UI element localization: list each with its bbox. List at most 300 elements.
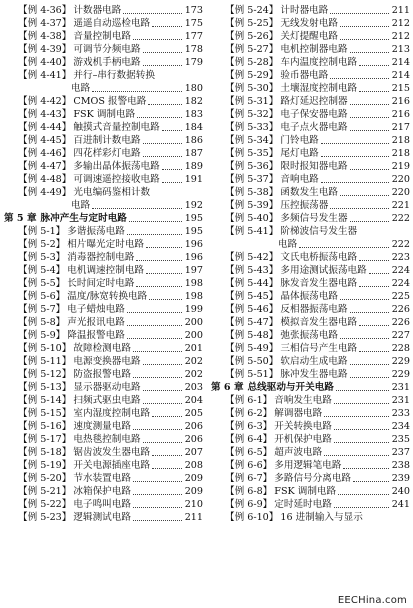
- toc-entry: [211, 407, 410, 420]
- dot-leader: [324, 455, 389, 456]
- chapter-title: 总线驱动与开关电路: [247, 382, 334, 393]
- entry-title: 限时报知器电路: [280, 161, 348, 172]
- entry-title: 多频信号发生器: [280, 213, 348, 224]
- page-number: 211: [184, 512, 203, 523]
- dot-leader: [149, 299, 182, 300]
- entry-title: 函数发生电路: [280, 187, 338, 198]
- dot-leader: [146, 247, 182, 248]
- example-tag: 【例 5-34】: [225, 135, 279, 146]
- entry-title: 计时器电路: [280, 5, 329, 16]
- page-number: 222: [391, 239, 410, 250]
- dot-leader: [350, 312, 389, 313]
- dot-leader: [350, 130, 389, 131]
- example-tag: 【例 5-40】: [225, 213, 279, 224]
- entry-title: 音响电路: [280, 174, 319, 185]
- example-tag: 【例 4-46】: [18, 148, 72, 159]
- dot-leader: [330, 78, 389, 79]
- entry-title: 防盗报警电路: [73, 369, 131, 380]
- example-tag: 【例 4-38】: [18, 31, 72, 42]
- dot-leader: [143, 52, 182, 53]
- page-number: 218: [391, 148, 410, 159]
- entry-title: 温度/脉宽转换电路: [67, 291, 148, 302]
- entry-title: 速度测量电路: [73, 421, 131, 432]
- dot-leader: [133, 494, 182, 495]
- example-tag: 【例 5-19】: [18, 460, 72, 471]
- entry-title: 电路: [71, 83, 91, 94]
- chapter-heading: [4, 212, 203, 225]
- example-tag: 【例 5-23】: [18, 512, 72, 523]
- toc-entry: [211, 277, 410, 290]
- page-number: 221: [391, 200, 410, 211]
- dot-leader: [143, 143, 182, 144]
- page-number: 202: [184, 356, 203, 367]
- toc-entry: [211, 43, 410, 56]
- dot-leader: [343, 468, 389, 469]
- entry-title: 晶体振荡电路: [280, 291, 338, 302]
- example-tag: 【例 6-10】: [225, 512, 279, 523]
- page-number: 196: [184, 239, 203, 250]
- entry-title: 关灯提醒电路: [280, 31, 338, 42]
- toc-entry: [211, 303, 410, 316]
- dot-leader: [127, 312, 182, 313]
- example-tag: 【例 4-41】: [18, 70, 72, 81]
- entry-title: 相片曝光定时电路: [67, 239, 145, 250]
- entry-title: 扫频式驱虫电路: [73, 395, 141, 406]
- dot-leader: [334, 507, 389, 508]
- entry-title: 可调节分频电路: [73, 44, 141, 55]
- entry-title: 并行–串行数据转换: [73, 70, 155, 81]
- page-number: 200: [184, 317, 203, 328]
- page-number: 238: [391, 460, 410, 471]
- dot-leader: [143, 390, 182, 391]
- page-number: 228: [391, 343, 410, 354]
- entry-title: 电源变换器电路: [73, 356, 141, 367]
- example-tag: 【例 6-5】: [225, 447, 273, 458]
- page-number: 226: [391, 317, 410, 328]
- page-number: 206: [184, 434, 203, 445]
- toc-entry: [211, 316, 410, 329]
- entry-title: FSK 调制电路: [274, 486, 337, 497]
- page-number: 210: [184, 499, 203, 510]
- toc-entry: [4, 251, 203, 264]
- entry-title: 降温报警电路: [67, 330, 125, 341]
- entry-title: 长时间定时电路: [67, 278, 135, 289]
- entry-title: 阶梯波信号发生器: [280, 226, 358, 237]
- toc-entry: [211, 394, 410, 407]
- example-tag: 【例 5-44】: [225, 278, 279, 289]
- dot-leader: [143, 364, 182, 365]
- page-number: 235: [391, 434, 410, 445]
- page-number: 198: [184, 291, 203, 302]
- entry-title: 冰箱保护电路: [73, 486, 131, 497]
- entry-title: 土壤湿度控制电路: [280, 83, 358, 94]
- page-number: 207: [184, 447, 203, 458]
- page-number: 189: [184, 161, 203, 172]
- entry-title: 百进制计数电路: [73, 135, 141, 146]
- page-number: 216: [391, 109, 410, 120]
- dot-leader: [321, 182, 389, 183]
- page-number: 231: [391, 382, 410, 393]
- entry-title: 多输出晶体振荡电路: [73, 161, 160, 172]
- example-tag: 【例 6-9】: [225, 499, 273, 510]
- toc-entry: [4, 238, 203, 251]
- dot-leader: [137, 117, 182, 118]
- page-number: 196: [184, 252, 203, 263]
- example-tag: 【例 5-51】: [225, 369, 279, 380]
- entry-title: 多用途测试振荡电路: [280, 265, 367, 276]
- example-tag: 【例 5-3】: [18, 252, 66, 263]
- dot-leader: [129, 221, 182, 222]
- toc-entry: [211, 238, 410, 251]
- page-number: 205: [184, 408, 203, 419]
- entry-title: 电子保安器电路: [280, 109, 348, 120]
- toc-entry: [4, 511, 203, 524]
- example-tag: 【例 5-47】: [225, 317, 279, 328]
- dot-leader: [146, 273, 182, 274]
- toc-entry: [211, 212, 410, 225]
- example-tag: 【例 5-38】: [225, 187, 279, 198]
- page-number: 173: [184, 5, 203, 16]
- toc-entry: [4, 147, 203, 160]
- entry-title: 遥遥自动巡检电路: [73, 18, 151, 29]
- page-number: 220: [391, 174, 410, 185]
- entry-title: 16 进制输入与显示: [280, 512, 363, 523]
- entry-title: 声光报讯电路: [67, 317, 125, 328]
- toc-entry: [211, 264, 410, 277]
- example-tag: 【例 4-48】: [18, 174, 72, 185]
- dot-leader: [350, 364, 389, 365]
- example-tag: 【例 5-4】: [18, 265, 66, 276]
- toc-entry: [211, 186, 410, 199]
- dot-leader: [330, 13, 389, 14]
- toc-entry: [211, 459, 410, 472]
- entry-title: 显示器驱动电路: [73, 382, 141, 393]
- page-number: 226: [391, 304, 410, 315]
- page-number: 208: [184, 460, 203, 471]
- toc-left-column: [4, 4, 203, 524]
- toc-entry: [211, 472, 410, 485]
- page-number: 179: [184, 57, 203, 68]
- page-number: 177: [184, 31, 203, 42]
- toc-entry: [211, 355, 410, 368]
- toc-entry: [4, 95, 203, 108]
- entry-title: 验币器电路: [280, 70, 329, 81]
- dot-leader: [369, 273, 389, 274]
- example-tag: 【例 5-46】: [225, 304, 279, 315]
- toc-entry: [211, 199, 410, 212]
- page-number: 195: [184, 226, 203, 237]
- toc-entry: [4, 108, 203, 121]
- dot-leader: [350, 52, 389, 53]
- entry-title: CMOS 报警电路: [73, 96, 147, 107]
- example-tag: 【例 4-36】: [18, 5, 72, 16]
- entry-title: 反相器振荡电路: [280, 304, 348, 315]
- example-tag: 【例 4-44】: [18, 122, 72, 133]
- example-tag: 【例 5-43】: [225, 265, 279, 276]
- dot-leader: [143, 403, 182, 404]
- dot-leader: [152, 416, 182, 417]
- chapter-title: 脉冲产生与定时电路: [40, 213, 127, 224]
- dot-leader: [127, 325, 182, 326]
- toc-entry: [4, 420, 203, 433]
- page-number: 212: [391, 18, 410, 29]
- toc-entry: [4, 121, 203, 134]
- toc-entry: [4, 316, 203, 329]
- example-tag: 【例 6-4】: [225, 434, 273, 445]
- page-number: 234: [391, 421, 410, 432]
- example-tag: 【例 6-7】: [225, 473, 273, 484]
- toc-entry: [4, 368, 203, 381]
- page-number: 191: [184, 174, 203, 185]
- toc-entry: [211, 173, 410, 186]
- chapter-heading: [211, 381, 410, 394]
- toc-entry: [211, 69, 410, 82]
- example-tag: 【例 5-28】: [225, 57, 279, 68]
- toc-entry: [211, 17, 410, 30]
- dot-leader: [133, 39, 182, 40]
- entry-title: 定时延时电路: [274, 499, 332, 510]
- page-number: 239: [391, 473, 410, 484]
- page-number: 229: [391, 356, 410, 367]
- toc-entry: [4, 329, 203, 342]
- page-number: 187: [184, 148, 203, 159]
- dot-leader: [133, 481, 182, 482]
- entry-title: 音响发生电路: [274, 395, 332, 406]
- toc-entry: [4, 446, 203, 459]
- toc-entry: [211, 134, 410, 147]
- dot-leader: [143, 442, 182, 443]
- toc-entry: [211, 251, 410, 264]
- example-tag: 【例 5-20】: [18, 473, 72, 484]
- example-tag: 【例 6-3】: [225, 421, 273, 432]
- toc-entry: [211, 95, 410, 108]
- page-number: 182: [184, 96, 203, 107]
- page-number: 231: [391, 395, 410, 406]
- example-tag: 【例 5-30】: [225, 83, 279, 94]
- entry-title: 四花样彩灯电路: [73, 148, 141, 159]
- example-tag: 【例 5-8】: [18, 317, 66, 328]
- example-tag: 【例 4-40】: [18, 57, 72, 68]
- example-tag: 【例 4-45】: [18, 135, 72, 146]
- dot-leader: [136, 286, 182, 287]
- entry-title: 开关电源插座电路: [73, 460, 151, 471]
- entry-title: 模拟音发生器电路: [280, 317, 358, 328]
- page-number: 215: [391, 83, 410, 94]
- page-number: 216: [391, 96, 410, 107]
- example-tag: 【例 5-48】: [225, 330, 279, 341]
- dot-leader: [152, 455, 182, 456]
- toc-entry: [211, 511, 410, 524]
- toc-entry: [4, 342, 203, 355]
- watermark: EECHina.com: [337, 595, 407, 606]
- example-tag: 【例 5-27】: [225, 44, 279, 55]
- example-tag: 【例 5-10】: [18, 343, 72, 354]
- entry-title: 脉发音发生器电路: [280, 278, 358, 289]
- page-number: 229: [391, 369, 410, 380]
- page-number: 186: [184, 135, 203, 146]
- entry-title: 尾灯电路: [280, 148, 319, 159]
- toc-entry: [211, 485, 410, 498]
- example-tag: 【例 5-24】: [225, 5, 279, 16]
- toc-entry: [4, 459, 203, 472]
- page-number: 241: [391, 499, 410, 510]
- dot-leader: [321, 156, 389, 157]
- example-tag: 【例 5-42】: [225, 252, 279, 263]
- toc-entry: [211, 329, 410, 342]
- example-tag: 【例 5-13】: [18, 382, 72, 393]
- entry-title: 电子蜡烛电路: [67, 304, 125, 315]
- dot-leader: [350, 169, 389, 170]
- dot-leader: [148, 104, 182, 105]
- toc-entry: [4, 56, 203, 69]
- dot-leader: [353, 481, 389, 482]
- entry-title: 路灯延迟控制器: [280, 96, 348, 107]
- dot-leader: [162, 130, 182, 131]
- entry-title: 脉冲发生器电路: [280, 369, 348, 380]
- example-tag: 【例 6-1】: [225, 395, 273, 406]
- entry-title: 电路: [278, 239, 298, 250]
- example-tag: 【例 5-26】: [225, 31, 279, 42]
- toc-entry: [4, 173, 203, 186]
- page-number: 220: [391, 187, 410, 198]
- page-number: 204: [184, 395, 203, 406]
- example-tag: 【例 5-15】: [18, 408, 72, 419]
- page-number: 240: [391, 486, 410, 497]
- toc-entry: [211, 108, 410, 121]
- dot-leader: [123, 13, 182, 14]
- entry-title: 消毒器控制电路: [67, 252, 135, 263]
- dot-leader: [133, 520, 182, 521]
- dot-leader: [162, 169, 182, 170]
- toc-entry: [211, 147, 410, 160]
- dot-leader: [136, 260, 182, 261]
- page-number: 197: [184, 265, 203, 276]
- entry-title: FSK 调制电路: [73, 109, 136, 120]
- dot-leader: [127, 234, 182, 235]
- example-tag: 【例 5-36】: [225, 161, 279, 172]
- toc-entry: [211, 160, 410, 173]
- example-tag: 【例 5-39】: [225, 200, 279, 211]
- toc-entry: [4, 4, 203, 17]
- page-number: 219: [391, 161, 410, 172]
- page-number: 218: [391, 135, 410, 146]
- dot-leader: [321, 143, 389, 144]
- toc-entry: [4, 303, 203, 316]
- page-number: 192: [184, 200, 203, 211]
- page-number: 199: [184, 304, 203, 315]
- entry-title: 电机控制器电路: [280, 44, 348, 55]
- page-number: 217: [391, 122, 410, 133]
- toc-entry: [211, 4, 410, 17]
- example-tag: 【例 4-37】: [18, 18, 72, 29]
- example-tag: 【例 5-17】: [18, 434, 72, 445]
- dot-leader: [340, 299, 389, 300]
- dot-leader: [338, 494, 389, 495]
- toc-entry: [4, 30, 203, 43]
- entry-title: 音量控制电路: [73, 31, 131, 42]
- example-tag: 【例 5-49】: [225, 343, 279, 354]
- entry-title: 文氏电桥振荡电路: [280, 252, 358, 263]
- dot-leader: [324, 416, 389, 417]
- example-tag: 【例 5-16】: [18, 421, 72, 432]
- example-tag: 【例 5-1】: [18, 226, 66, 237]
- page-number: 195: [184, 213, 203, 224]
- entry-title: 压控振荡器: [280, 200, 329, 211]
- example-tag: 【例 6-6】: [225, 460, 273, 471]
- entry-title: 电子点火器电路: [280, 122, 348, 133]
- page-number: 214: [391, 70, 410, 81]
- example-tag: 【例 5-7】: [18, 304, 66, 315]
- entry-title: 车内温度控制电路: [280, 57, 358, 68]
- dot-leader: [359, 65, 389, 66]
- dot-leader: [143, 156, 182, 157]
- example-tag: 【例 5-12】: [18, 369, 72, 380]
- dot-leader: [334, 403, 389, 404]
- toc-entry: [4, 82, 203, 95]
- example-tag: 【例 4-49】: [18, 187, 72, 198]
- dot-leader: [350, 104, 389, 105]
- entry-title: 节水装置电路: [73, 473, 131, 484]
- page-number: 202: [184, 369, 203, 380]
- toc-entry: [4, 498, 203, 511]
- page-number: 237: [391, 447, 410, 458]
- example-tag: 【例 4-47】: [18, 161, 72, 172]
- entry-title: 计数器电路: [73, 5, 122, 16]
- toc-entry: [4, 134, 203, 147]
- toc-entry: [211, 368, 410, 381]
- entry-title: 软启动生成电路: [280, 356, 348, 367]
- dot-leader: [359, 91, 389, 92]
- entry-title: 弛张振荡电路: [280, 330, 338, 341]
- dot-leader: [350, 221, 389, 222]
- dot-leader: [143, 65, 182, 66]
- dot-leader: [133, 429, 182, 430]
- dot-leader: [133, 377, 182, 378]
- toc-entry: [211, 30, 410, 43]
- entry-title: 触摸式音量控制电路: [73, 122, 160, 133]
- entry-title: 开关转换电路: [274, 421, 332, 432]
- toc-entry: [4, 43, 203, 56]
- page-number: 214: [391, 57, 410, 68]
- entry-title: 电热毯控制电路: [73, 434, 141, 445]
- dot-leader: [340, 195, 389, 196]
- page-number: 209: [184, 486, 203, 497]
- example-tag: 【例 5-11】: [18, 356, 72, 367]
- example-tag: 【例 5-32】: [225, 109, 279, 120]
- toc-entry: [211, 498, 410, 511]
- entry-title: 电子鸣叫电路: [73, 499, 131, 510]
- dot-leader: [92, 208, 182, 209]
- page-number: 225: [391, 291, 410, 302]
- example-tag: 【例 5-22】: [18, 499, 72, 510]
- example-tag: 【例 5-50】: [225, 356, 279, 367]
- entry-title: 多谐振荡电路: [67, 226, 125, 237]
- example-tag: 【例 4-39】: [18, 44, 72, 55]
- example-tag: 【例 4-43】: [18, 109, 72, 120]
- toc-entry: [211, 433, 410, 446]
- toc-entry: [4, 407, 203, 420]
- entry-title: 逻辑测试电路: [73, 512, 131, 523]
- dot-leader: [336, 390, 389, 391]
- toc-entry: [211, 225, 410, 238]
- entry-title: 开机保护电路: [274, 434, 332, 445]
- entry-title: 游戏机手柄电路: [73, 57, 141, 68]
- entry-title: 无线发射电路: [280, 18, 338, 29]
- dot-leader: [334, 442, 389, 443]
- entry-title: 电机调速控制电路: [67, 265, 145, 276]
- page-number: 212: [391, 31, 410, 42]
- example-tag: 【例 5-29】: [225, 70, 279, 81]
